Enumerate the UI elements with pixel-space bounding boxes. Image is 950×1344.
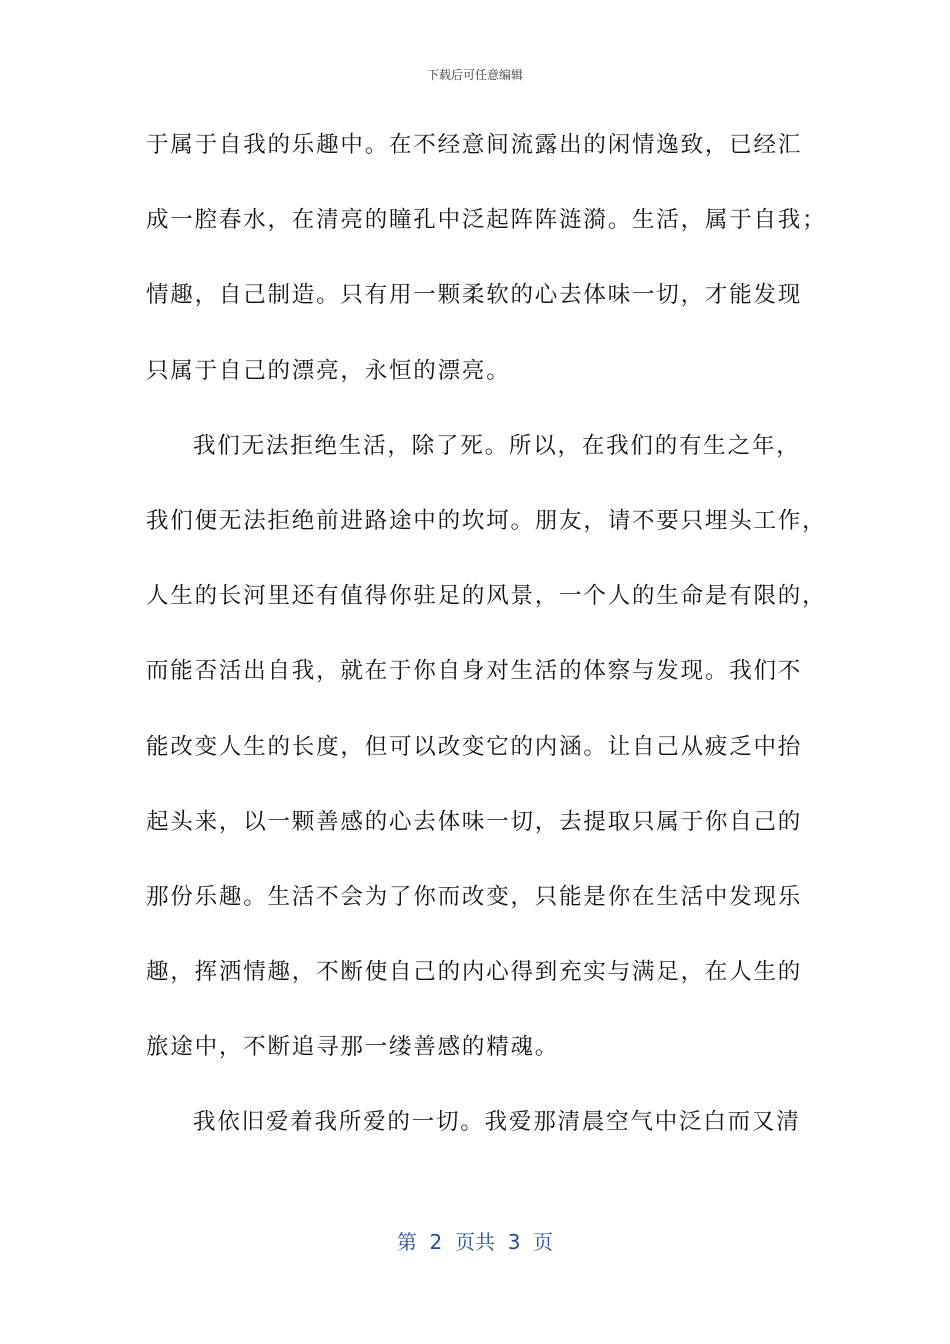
text-line: 人生的长河里还有值得你驻足的风景，一个人的生命是有限的，: [146, 583, 827, 610]
paragraph-start-line: 我们无法拒绝生活，除了死。所以，在我们的有生之年，: [193, 432, 801, 459]
document-body: [146, 126, 827, 1179]
paragraph-start-line: 我依旧爱着我所爱的一切。我爱那清晨空气中泛白而又清: [193, 1109, 801, 1136]
text-line: 趣，挥洒情趣，不断使自己的内心得到充实与满足，在人生的: [146, 959, 803, 986]
text-line: 能改变人生的长度，但可以改变它的内涵。让自己从疲乏中抬: [146, 733, 803, 760]
text-line: 起头来，以一颗善感的心去体味一切，去提取只属于你自己的: [146, 808, 803, 835]
text-line: 那份乐趣。生活不会为了你而改变，只能是你在生活中发现乐: [146, 883, 803, 910]
text-line: 于属于自我的乐趣中。在不经意间流露出的闲情逸致，已经汇: [146, 132, 803, 158]
text-line: 我们便无法拒绝前进路途中的坎坷。朋友，请不要只埋头工作，: [146, 507, 827, 534]
text-line: 旅途中，不断追寻那一缕善感的精魂。: [146, 1034, 560, 1061]
text-line: 情趣，自己制造。只有用一颗柔软的心去体味一切，才能发现: [146, 282, 803, 309]
text-line: 而能否活出自我，就在于你自身对生活的体察与发现。我们不: [146, 658, 803, 685]
text-line: 只属于自己的漂亮，永恒的漂亮。: [146, 357, 511, 384]
page-number-footer: 第 2 页共 3 页: [396, 1230, 554, 1254]
text-line: 成一腔春水，在清亮的瞳孔中泛起阵阵涟漪。生活，属于自我；: [146, 207, 827, 234]
page-header: 下载后可任意编辑: [426, 68, 523, 82]
